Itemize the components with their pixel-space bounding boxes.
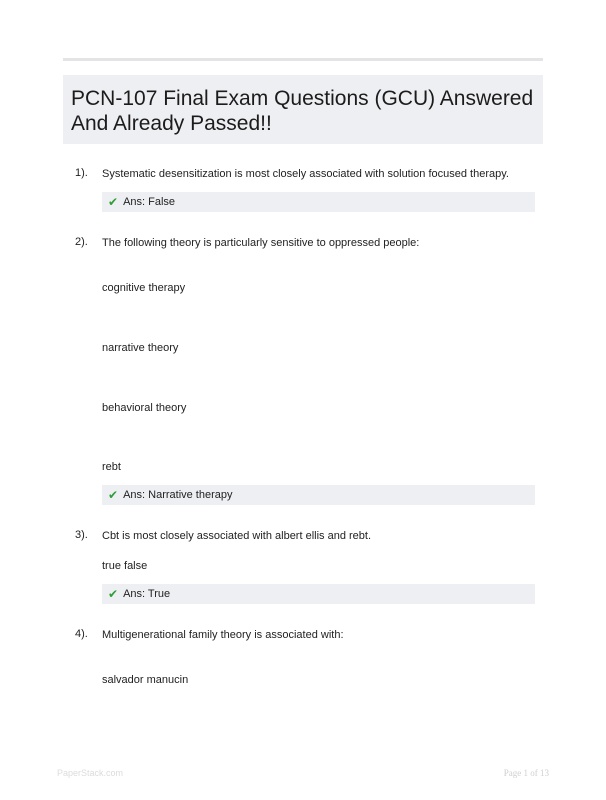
page-title: PCN-107 Final Exam Questions (GCU) Answered And Already Passed!!	[71, 87, 534, 135]
answer-option: rebt	[102, 461, 121, 473]
question-number: 3).	[75, 529, 88, 541]
answer-option: salvador manucin	[102, 674, 189, 686]
title-banner	[63, 75, 543, 144]
answer-option: cognitive therapy	[102, 282, 186, 294]
answer-box	[102, 485, 535, 505]
answer-text: Ans: True	[123, 588, 171, 600]
watermark: PaperStack.com	[57, 768, 124, 778]
question-text: Cbt is most closely associated with albert ellis and rebt.	[102, 530, 372, 542]
question-text: Systematic desensitization is most closely associated with solution focused therapy.	[102, 168, 509, 180]
check-icon: ✔	[108, 587, 119, 601]
answer-option: behavioral theory	[102, 402, 187, 414]
answer-box	[102, 584, 535, 604]
check-icon: ✔	[108, 488, 119, 502]
answer-box	[102, 192, 535, 212]
question-number: 2).	[75, 236, 88, 248]
top-divider	[63, 58, 543, 61]
answer-option: narrative theory	[102, 342, 179, 354]
answer-text: Ans: Narrative therapy	[123, 489, 233, 501]
question-text: Multigenerational family theory is associated with:	[102, 629, 344, 641]
question-text: The following theory is particularly sensitive to oppressed people:	[102, 237, 420, 249]
answer-option: true false	[102, 560, 148, 572]
answer-text: Ans: False	[123, 196, 176, 208]
question-number: 4).	[75, 628, 88, 640]
question-number: 1).	[75, 167, 88, 179]
check-icon: ✔	[108, 195, 119, 209]
page-number: Page 1 of 13	[503, 768, 549, 778]
